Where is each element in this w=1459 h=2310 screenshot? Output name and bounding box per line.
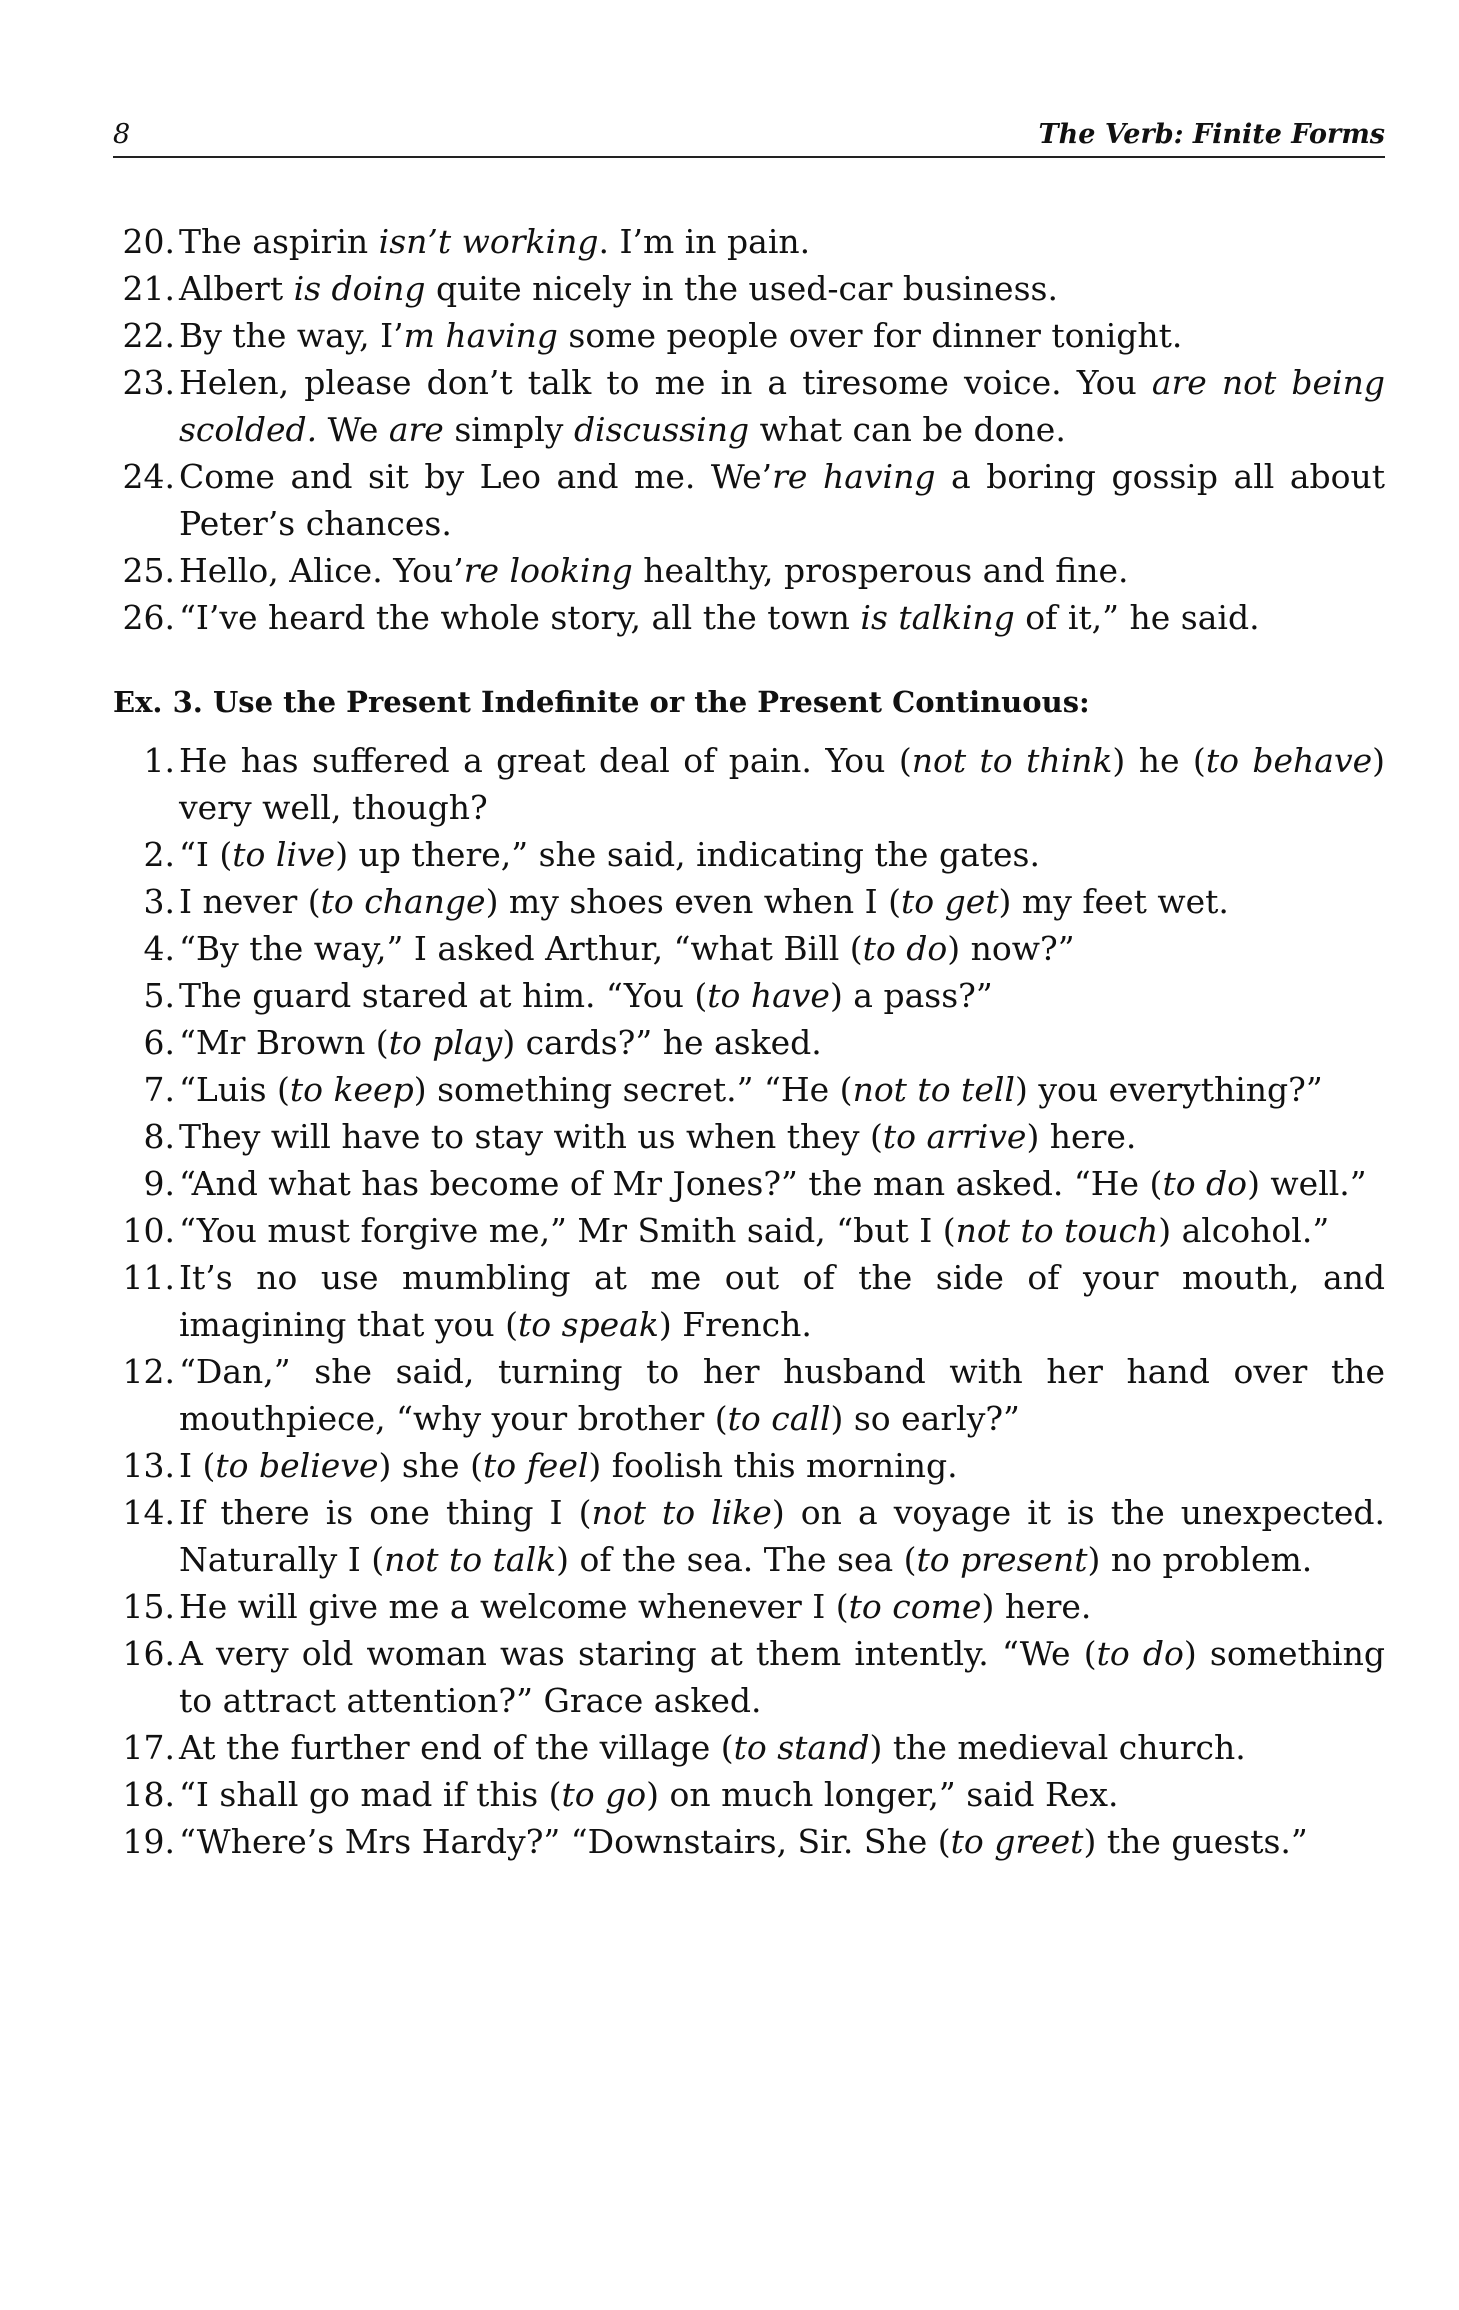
- text-segment: ) now?”: [947, 929, 1075, 968]
- text-segment: A very old woman was staring at them intently. “We (: [179, 1634, 1097, 1673]
- item-number: 20.: [122, 222, 175, 261]
- text-segment: “I’ve heard the whole story, all the town: [179, 598, 861, 637]
- text-segment: of it,” he said.: [1014, 598, 1260, 637]
- text-segment: At the further end of the village (: [179, 1728, 734, 1767]
- text-segment: ) up there,” she said, indicating the gates.: [335, 835, 1040, 874]
- italic-verb-phrase: m having: [403, 316, 558, 355]
- italic-verb-phrase: re having: [772, 457, 936, 496]
- text-segment: ) she (: [378, 1446, 483, 1485]
- text-segment: ) you everything?”: [1014, 1070, 1323, 1109]
- list-item: [113, 925, 1385, 972]
- italic-verb-phrase: are not being scolded.: [179, 363, 1385, 449]
- item-number: 11.: [122, 1258, 175, 1297]
- text-segment: . I’m in pain.: [598, 222, 811, 261]
- item-number: 6.: [143, 1023, 175, 1062]
- item-text: [179, 547, 1385, 594]
- italic-verb-phrase: to play: [388, 1023, 503, 1062]
- text-segment: ) on a voyage it is the unexpected. Naturally I (: [179, 1493, 1385, 1579]
- list-item: [113, 1489, 1385, 1583]
- text-segment: ) here.: [981, 1587, 1092, 1626]
- item-number: 1.: [143, 741, 175, 780]
- text-segment: Albert: [179, 269, 294, 308]
- italic-verb-phrase: to come: [848, 1587, 982, 1626]
- text-segment: healthy, prosperous and fine.: [632, 551, 1129, 590]
- item-number: 12.: [122, 1352, 175, 1391]
- text-segment: simply: [443, 410, 574, 449]
- running-title: The Verb: Finite Forms: [1038, 119, 1385, 150]
- item-text: [179, 1348, 1385, 1442]
- list-item: [113, 359, 1385, 453]
- text-segment: ) well.”: [1247, 1164, 1367, 1203]
- text-segment: ) foolish this morning.: [588, 1446, 958, 1485]
- text-segment: quite nicely in the used-car business.: [425, 269, 1058, 308]
- exercise-heading: Ex. 3. Use the Present Indefinite or the Present Continuous:: [113, 685, 1090, 719]
- item-text: [179, 1019, 1385, 1066]
- item-text: [179, 831, 1385, 878]
- text-segment: I never (: [179, 882, 321, 921]
- italic-verb-phrase: to do: [862, 929, 948, 968]
- item-text: [179, 594, 1385, 641]
- italic-verb-phrase: not to like: [591, 1493, 772, 1532]
- list-item: [113, 1442, 1385, 1489]
- item-number: 16.: [122, 1634, 175, 1673]
- item-number: 7.: [143, 1070, 175, 1109]
- italic-verb-phrase: to change: [320, 882, 486, 921]
- text-segment: “I shall go mad if this (: [179, 1775, 562, 1814]
- list-item: [113, 1724, 1385, 1771]
- book-page: [113, 110, 1385, 1865]
- item-text: [179, 1818, 1385, 1865]
- text-segment: He has suffered a great deal of pain. You (: [179, 741, 912, 780]
- item-text: [179, 878, 1385, 925]
- item-text: [179, 359, 1385, 453]
- italic-verb-phrase: to present: [916, 1540, 1088, 1579]
- text-segment: what can be done.: [749, 410, 1066, 449]
- text-segment: They will have to stay with us when they (: [179, 1117, 883, 1156]
- text-segment: Hello, Alice. You’: [179, 551, 464, 590]
- italic-verb-phrase: discussing: [573, 410, 750, 449]
- text-segment: ) on much longer,” said Rex.: [646, 1775, 1119, 1814]
- list-item: [113, 1254, 1385, 1348]
- item-text: [179, 1724, 1385, 1771]
- text-segment: a boring gossip all about Peter’s chances.: [179, 457, 1386, 543]
- text-segment: ) the medieval church.: [869, 1728, 1246, 1767]
- item-number: 4.: [143, 929, 175, 968]
- italic-verb-phrase: to call: [727, 1399, 831, 1438]
- item-number: 18.: [122, 1775, 175, 1814]
- text-segment: ) my feet wet.: [998, 882, 1229, 921]
- italic-verb-phrase: to greet: [950, 1822, 1084, 1861]
- text-segment: “Mr Brown (: [179, 1023, 389, 1062]
- text-segment: Come and sit by Leo and me. We’: [179, 457, 773, 496]
- italic-verb-phrase: to have: [707, 976, 830, 1015]
- list-item: [113, 547, 1385, 594]
- item-number: 3.: [143, 882, 175, 921]
- text-segment: The guard stared at him. “You (: [179, 976, 708, 1015]
- text-segment: ) something to attract attention?” Grace asked.: [179, 1634, 1385, 1720]
- item-text: [179, 1630, 1385, 1724]
- italic-verb-phrase: not to tell: [852, 1070, 1015, 1109]
- item-number: 25.: [122, 551, 175, 590]
- italic-verb-phrase: to do: [1096, 1634, 1184, 1673]
- item-text: [179, 312, 1385, 359]
- text-segment: ) alcohol.”: [1158, 1211, 1330, 1250]
- item-number: 13.: [122, 1446, 175, 1485]
- text-segment: ) a pass?”: [829, 976, 993, 1015]
- italic-verb-phrase: to go: [561, 1775, 647, 1814]
- item-text: [179, 1583, 1385, 1630]
- item-number: 24.: [122, 457, 175, 496]
- italic-verb-phrase: not to talk: [384, 1540, 557, 1579]
- page-number: 8: [113, 119, 131, 150]
- item-text: [179, 1442, 1385, 1489]
- item-number: 23.: [122, 363, 175, 402]
- text-segment: “By the way,” I asked Arthur, “what Bill (: [179, 929, 863, 968]
- text-segment: ) of the sea. The sea (: [556, 1540, 917, 1579]
- italic-verb-phrase: is talking: [860, 598, 1015, 637]
- text-segment: It’s no use mumbling at me out of the side of your mouth, and imagining that you (: [179, 1258, 1385, 1344]
- text-segment: ) my shoes even when I (: [485, 882, 901, 921]
- text-segment: We: [317, 410, 389, 449]
- italic-verb-phrase: not to think: [911, 741, 1113, 780]
- list-item: [113, 1583, 1385, 1630]
- item-number: 9.: [143, 1164, 175, 1203]
- italic-verb-phrase: to believe: [215, 1446, 379, 1485]
- text-segment: some people over for dinner tonight.: [557, 316, 1183, 355]
- running-header: [113, 110, 1385, 158]
- item-text: [179, 1489, 1385, 1583]
- list-item: [113, 1207, 1385, 1254]
- item-number: 17.: [122, 1728, 175, 1767]
- list-item: [113, 594, 1385, 641]
- list-item: [113, 1771, 1385, 1818]
- text-segment: ) no problem.: [1087, 1540, 1313, 1579]
- italic-verb-phrase: to speak: [517, 1305, 659, 1344]
- list-item: [113, 218, 1385, 265]
- item-number: 26.: [122, 598, 175, 637]
- italic-verb-phrase: to stand: [733, 1728, 870, 1767]
- italic-verb-phrase: not to touch: [955, 1211, 1159, 1250]
- italic-verb-phrase: to feel: [482, 1446, 589, 1485]
- item-number: 19.: [122, 1822, 175, 1861]
- text-segment: ) here.: [1026, 1117, 1137, 1156]
- text-segment: ) something secret.” “He (: [413, 1070, 853, 1109]
- exercise-sentence-list: [113, 737, 1385, 1865]
- item-number: 15.: [122, 1587, 175, 1626]
- item-text: [179, 218, 1385, 265]
- text-segment: ) so early?”: [830, 1399, 1020, 1438]
- text-segment: “I (: [179, 835, 233, 874]
- item-text: [179, 737, 1385, 831]
- item-number: 22.: [122, 316, 175, 355]
- text-segment: “Luis (: [179, 1070, 290, 1109]
- text-segment: “And what has become of Mr Jones?” the man asked. “He (: [179, 1164, 1163, 1203]
- item-text: [179, 265, 1385, 312]
- text-segment: Helen, please don’t talk to me in a tiresome voice. You: [179, 363, 1152, 402]
- text-segment: By the way, I’: [179, 316, 404, 355]
- italic-verb-phrase: is doing: [293, 269, 426, 308]
- text-segment: “Dan,” she said, turning to her husband with her hand over the mouthpiece, “why your brother (: [179, 1352, 1385, 1438]
- item-text: [179, 1207, 1385, 1254]
- text-segment: ) cards?” he asked.: [502, 1023, 822, 1062]
- item-number: 2.: [143, 835, 175, 874]
- list-item: [113, 831, 1385, 878]
- text-segment: He will give me a welcome whenever I (: [179, 1587, 849, 1626]
- list-item: [113, 1348, 1385, 1442]
- italic-verb-phrase: to do: [1162, 1164, 1248, 1203]
- text-segment: ) French.: [658, 1305, 812, 1344]
- list-item: [113, 312, 1385, 359]
- list-item: [113, 1818, 1385, 1865]
- item-text: [179, 972, 1385, 1019]
- item-number: 14.: [122, 1493, 175, 1532]
- item-number: 8.: [143, 1117, 175, 1156]
- list-item: [113, 1160, 1385, 1207]
- italic-verb-phrase: to keep: [289, 1070, 414, 1109]
- text-segment: ) the guests.”: [1083, 1822, 1308, 1861]
- text-segment: “You must forgive me,” Mr Smith said, “but I (: [179, 1211, 956, 1250]
- list-item: [113, 1630, 1385, 1724]
- italic-verb-phrase: to live: [232, 835, 336, 874]
- item-text: [179, 1160, 1385, 1207]
- italic-verb-phrase: are: [388, 410, 444, 449]
- text-segment: If there is one thing I (: [179, 1493, 592, 1532]
- item-text: [179, 1066, 1385, 1113]
- text-segment: “Where’s Mrs Hardy?” “Downstairs, Sir. She (: [179, 1822, 951, 1861]
- list-item: [113, 265, 1385, 312]
- item-text: [179, 1254, 1385, 1348]
- text-segment: ) he (: [1112, 741, 1206, 780]
- list-item: [113, 737, 1385, 831]
- item-text: [179, 1771, 1385, 1818]
- item-number: 21.: [122, 269, 175, 308]
- item-text: [179, 453, 1385, 547]
- italic-verb-phrase: to behave: [1205, 741, 1373, 780]
- item-number: 10.: [122, 1211, 175, 1250]
- text-segment: ) very well, though?: [179, 741, 1386, 827]
- text-segment: I (: [179, 1446, 216, 1485]
- italic-verb-phrase: to get: [900, 882, 999, 921]
- text-segment: The aspirin: [179, 222, 379, 261]
- list-item: [113, 878, 1385, 925]
- list-item: [113, 1019, 1385, 1066]
- continued-sentence-list: [113, 218, 1385, 641]
- item-text: [179, 925, 1385, 972]
- list-item: [113, 1113, 1385, 1160]
- item-text: [179, 1113, 1385, 1160]
- list-item: [113, 1066, 1385, 1113]
- italic-verb-phrase: isn’t working: [378, 222, 599, 261]
- list-item: [113, 972, 1385, 1019]
- italic-verb-phrase: to arrive: [882, 1117, 1027, 1156]
- list-item: [113, 453, 1385, 547]
- italic-verb-phrase: re looking: [463, 551, 633, 590]
- item-number: 5.: [143, 976, 175, 1015]
